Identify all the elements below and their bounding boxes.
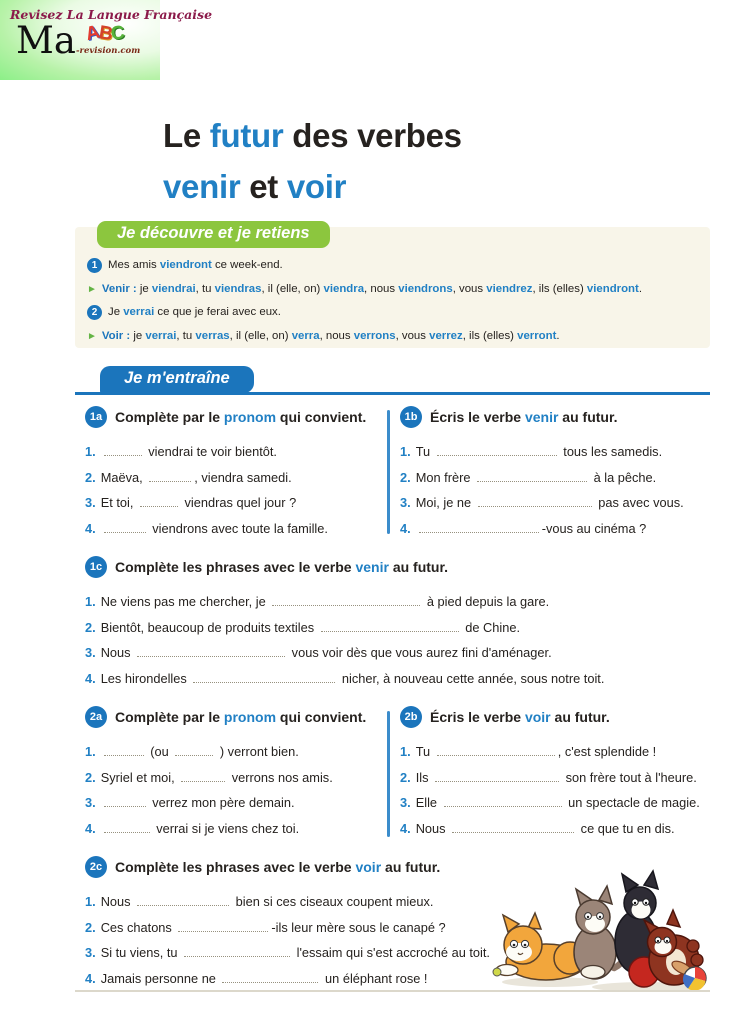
- item-number: 2.: [400, 769, 411, 785]
- answer-blank: [104, 821, 150, 833]
- item-number: 2.: [85, 469, 96, 485]
- exercise-badge: 1a: [85, 406, 107, 428]
- text-segment: -ils leur mère sous le canapé ?: [271, 919, 446, 935]
- text-segment: au futur.: [381, 859, 441, 875]
- answer-blank: [149, 470, 191, 482]
- exercise-header: [400, 406, 708, 428]
- exercise-header: [85, 856, 560, 878]
- exercise-item: [85, 739, 377, 765]
- answer-blank: [104, 444, 142, 456]
- exercise-block-1a: [85, 406, 377, 541]
- text-segment: .: [556, 329, 560, 342]
- text-segment: pas avec vous.: [594, 495, 684, 511]
- exercise-header: [85, 406, 377, 428]
- answer-blank: [452, 821, 574, 833]
- text-segment: Syriel et moi,: [100, 769, 179, 785]
- answer-blank: [419, 521, 539, 533]
- text-segment: verrons: [353, 329, 396, 342]
- exercise-item: [400, 490, 708, 516]
- text-segment: futur: [209, 117, 284, 154]
- item-number: 3.: [400, 795, 411, 811]
- exercise-item: [85, 790, 377, 816]
- answer-blank: [104, 521, 146, 533]
- exercise-item: [85, 765, 377, 791]
- exercise-title: [115, 859, 440, 875]
- answer-blank: [222, 971, 318, 983]
- number-bullet: 2: [87, 305, 102, 320]
- item-number: 3.: [85, 495, 96, 511]
- text-segment: verrons nos amis.: [228, 769, 333, 785]
- text-segment: Moi, je ne: [415, 495, 475, 511]
- text-segment: à pied depuis la gare.: [423, 594, 550, 609]
- number-bullet: 1: [87, 258, 102, 273]
- discover-section: [75, 224, 710, 348]
- text-segment: venir: [524, 409, 559, 425]
- text-segment: , c'est splendide !: [557, 744, 657, 759]
- kittens-illustration: [492, 858, 710, 996]
- exercise-block-1c: [85, 556, 707, 691]
- text-segment: Je: [108, 306, 124, 318]
- answer-blank: [137, 894, 229, 906]
- exercise-item: [85, 640, 707, 666]
- abc-letters: [83, 21, 126, 46]
- exercise-badge: 1c: [85, 556, 107, 578]
- exercise-item: [85, 490, 377, 516]
- text-segment: et: [240, 168, 287, 205]
- item-number: 4.: [85, 970, 96, 986]
- text-segment: venir: [355, 559, 389, 575]
- exercise-item: [400, 790, 708, 816]
- text-segment: qui convient.: [276, 409, 367, 425]
- text-segment: viendrons: [398, 282, 453, 295]
- exercise-header: [85, 706, 377, 728]
- title-line-1: [163, 110, 462, 161]
- answer-blank: [181, 770, 225, 782]
- abc-letter-c: C: [110, 22, 126, 45]
- answer-blank: [435, 770, 559, 782]
- text-segment: viendront: [159, 259, 212, 271]
- exercise-title: [430, 409, 618, 425]
- text-segment: Bientôt, beaucoup de produits textiles: [100, 619, 318, 635]
- text-segment: viendront: [586, 282, 639, 295]
- exercise-block-2c: [85, 856, 560, 991]
- text-segment: Si tu viens, tu: [100, 945, 182, 961]
- text-segment: au futur.: [550, 709, 610, 725]
- text-segment: , nous: [364, 282, 399, 295]
- exercise-title: [115, 409, 366, 425]
- text-segment: Voir :: [101, 329, 134, 342]
- item-number: 4.: [85, 820, 96, 836]
- exercise-block-1b: [400, 406, 708, 541]
- text-segment: pronom: [223, 709, 277, 725]
- item-number: 1.: [85, 444, 96, 459]
- text-segment: Jamais personne ne: [100, 970, 220, 986]
- item-number: 3.: [85, 795, 96, 811]
- text-segment: Nous: [415, 820, 450, 836]
- text-segment: Complète par le: [115, 409, 224, 425]
- exercise-item: [85, 966, 560, 992]
- text-segment: Complète les phrases avec le verbe: [115, 559, 356, 575]
- exercise-item: [85, 615, 707, 641]
- text-segment: , viendra samedi.: [194, 469, 292, 485]
- train-badge: Je m'entraîne: [100, 366, 254, 393]
- answer-blank: [184, 945, 290, 957]
- exercise-item: [85, 516, 377, 542]
- arrow-bullet: ►: [87, 283, 97, 295]
- text-segment: .: [638, 282, 642, 295]
- answer-blank: [140, 495, 178, 507]
- text-segment: Ces chatons: [100, 919, 176, 935]
- exercise-item: [400, 816, 708, 842]
- item-number: 1.: [85, 894, 96, 909]
- title-line-2: [163, 161, 462, 212]
- text-segment: Mon frère: [415, 469, 475, 485]
- exercise-badge: 2b: [400, 706, 422, 728]
- text-segment: tous les samedis.: [559, 444, 663, 459]
- text-segment: , il (elle, on): [261, 282, 324, 295]
- rule-text: [108, 301, 281, 325]
- item-number: 1.: [400, 744, 411, 759]
- exercise-item: [85, 915, 560, 941]
- item-number: 3.: [400, 495, 411, 511]
- exercise-items: [85, 439, 377, 541]
- text-segment: Mes amis: [108, 259, 160, 271]
- answer-blank: [477, 470, 587, 482]
- text-segment: Et toi,: [100, 495, 137, 511]
- text-segment: verra: [291, 329, 320, 342]
- text-segment: verrai: [145, 329, 177, 342]
- item-number: 4.: [85, 520, 96, 536]
- text-segment: (ou: [146, 744, 173, 759]
- text-segment: Le: [163, 117, 210, 154]
- text-segment: , il (elle, on): [229, 329, 292, 342]
- answer-blank: [104, 744, 144, 756]
- answer-blank: [444, 795, 562, 807]
- text-segment: au futur.: [558, 409, 618, 425]
- text-segment: verras: [195, 329, 230, 342]
- text-segment: Nous: [100, 894, 135, 909]
- text-segment: -vous au cinéma ?: [541, 520, 647, 536]
- text-segment: ce que je ferai avec eux.: [154, 306, 281, 318]
- exercise-title: [115, 709, 366, 725]
- column-divider: [387, 410, 390, 534]
- item-number: 3.: [85, 645, 96, 661]
- answer-blank: [478, 495, 592, 507]
- exercise-items: [85, 589, 707, 691]
- abc-letter-a: A: [83, 21, 101, 46]
- rule-text: [108, 254, 283, 278]
- text-segment: l'essaim qui s'est accroché au toit.: [293, 945, 490, 961]
- item-number: 2.: [85, 919, 96, 935]
- text-segment: vous voir dès que vous aurez fini d'aménager.: [288, 645, 552, 661]
- exercise-badge: 2a: [85, 706, 107, 728]
- answer-blank: [321, 620, 459, 632]
- page-title: [163, 110, 462, 212]
- text-segment: voir: [355, 859, 382, 875]
- site-logo: [0, 0, 213, 80]
- exercise-title: [430, 709, 610, 725]
- text-segment: un spectacle de magie.: [564, 795, 700, 811]
- logo-brand-text: Ma: [16, 19, 76, 62]
- item-number: 1.: [85, 744, 96, 759]
- exercise-items: [85, 739, 377, 841]
- text-segment: voir: [286, 168, 347, 205]
- text-segment: son frère tout à l'heure.: [562, 769, 697, 785]
- beach-ball: [683, 967, 706, 991]
- text-segment: , tu: [195, 282, 215, 295]
- text-segment: viendrez: [486, 282, 533, 295]
- text-segment: viendras: [214, 282, 262, 295]
- exercise-items: [85, 889, 560, 991]
- rule-text: [102, 325, 560, 349]
- text-segment: bien si ces ciseaux coupent mieux.: [232, 894, 434, 909]
- rule-line: [87, 254, 702, 278]
- answer-blank: [175, 744, 213, 756]
- exercise-badge: 2c: [85, 856, 107, 878]
- text-segment: verrai: [123, 306, 155, 318]
- exercise-item: [85, 889, 560, 915]
- answer-blank: [437, 744, 555, 756]
- exercise-item: [400, 765, 708, 791]
- text-segment: viendra: [323, 282, 365, 295]
- text-segment: viendrons avec toute la famille.: [148, 520, 328, 536]
- exercise-item: [400, 465, 708, 491]
- text-segment: , nous: [319, 329, 354, 342]
- text-segment: à la pêche.: [590, 469, 657, 485]
- train-section: [75, 366, 710, 395]
- bottom-rule: [75, 990, 710, 992]
- answer-blank: [137, 645, 285, 657]
- item-number: 2.: [85, 769, 96, 785]
- exercise-item: [85, 666, 707, 692]
- text-segment: , ils (elles): [462, 329, 518, 342]
- exercise-item: [85, 940, 560, 966]
- text-segment: ) verront bien.: [216, 744, 299, 759]
- text-segment: Maëva,: [100, 469, 147, 485]
- item-number: 1.: [400, 444, 411, 459]
- text-segment: ce que tu en dis.: [577, 820, 675, 836]
- exercise-block-2a: [85, 706, 377, 841]
- text-segment: Complète les phrases avec le verbe: [115, 859, 356, 875]
- exercise-item: [400, 739, 708, 765]
- exercise-items: [400, 439, 708, 541]
- text-segment: Venir :: [101, 282, 140, 295]
- text-segment: Nous: [100, 645, 135, 661]
- text-segment: Ne viens pas me chercher, je: [100, 594, 270, 609]
- item-number: 4.: [85, 670, 96, 686]
- answer-blank: [104, 795, 146, 807]
- text-segment: au futur.: [388, 559, 449, 575]
- exercise-block-2b: [400, 706, 708, 841]
- text-segment: , vous: [395, 329, 430, 342]
- column-divider: [387, 711, 390, 837]
- answer-blank: [178, 920, 268, 932]
- exercise-item: [85, 439, 377, 465]
- item-number: 4.: [400, 520, 411, 536]
- item-number: 2.: [85, 619, 96, 635]
- rule-text: [102, 278, 642, 302]
- exercise-badge: 1b: [400, 406, 422, 428]
- text-segment: venir: [163, 168, 241, 205]
- answer-blank: [437, 444, 557, 456]
- text-segment: Écris le verbe: [430, 709, 525, 725]
- text-segment: pronom: [223, 409, 277, 425]
- text-segment: Complète par le: [115, 709, 224, 725]
- text-segment: Ils: [415, 769, 433, 785]
- text-segment: de Chine.: [461, 619, 521, 635]
- text-segment: Les hirondelles: [100, 670, 191, 686]
- exercise-item: [85, 816, 377, 842]
- text-segment: voir: [524, 709, 551, 725]
- rule-line: [87, 325, 702, 349]
- answer-blank: [193, 671, 335, 683]
- logo-domain-text: -revision.com: [75, 46, 141, 56]
- rule-line: [87, 278, 702, 302]
- exercise-header: [85, 556, 707, 578]
- exercise-item: [85, 589, 707, 615]
- text-segment: qui convient.: [276, 709, 367, 725]
- exercise-item: [400, 439, 708, 465]
- abc-letter-b: B: [97, 22, 114, 45]
- exercise-header: [400, 706, 708, 728]
- text-segment: Elle: [415, 795, 441, 811]
- item-number: 4.: [400, 820, 411, 836]
- text-segment: ce week-end.: [211, 259, 283, 271]
- text-segment: je: [139, 282, 152, 295]
- item-number: 1.: [85, 594, 96, 609]
- exercise-item: [85, 465, 377, 491]
- logo-brand-row: [10, 19, 154, 62]
- text-segment: viendrai te voir bientôt.: [144, 444, 277, 459]
- exercise-item: [400, 516, 708, 542]
- item-number: 3.: [85, 945, 96, 961]
- exercise-title: [115, 559, 448, 575]
- exercise-items: [400, 739, 708, 841]
- text-segment: je: [133, 329, 146, 342]
- text-segment: Tu: [415, 444, 434, 459]
- discover-badge: Je découvre et je retiens: [97, 221, 330, 248]
- text-segment: viendrai: [151, 282, 196, 295]
- logo-tagline: Revisez La Langue Française: [10, 7, 213, 22]
- text-segment: , tu: [176, 329, 196, 342]
- answer-blank: [272, 594, 420, 606]
- text-segment: , ils (elles): [532, 282, 587, 295]
- item-number: 2.: [400, 469, 411, 485]
- text-segment: des verbes: [283, 117, 462, 154]
- arrow-bullet: ►: [87, 330, 97, 342]
- text-segment: Tu: [415, 744, 434, 759]
- text-segment: , vous: [452, 282, 487, 295]
- rule-line: [87, 301, 702, 325]
- text-segment: un éléphant rose !: [321, 970, 428, 986]
- text-segment: nicher, à nouveau cette année, sous notre toit.: [338, 670, 605, 686]
- text-segment: Écris le verbe: [430, 409, 525, 425]
- text-segment: verrez: [429, 329, 463, 342]
- text-segment: verront: [517, 329, 557, 342]
- text-segment: viendras quel jour ?: [180, 495, 297, 511]
- text-segment: verrai si je viens chez toi.: [152, 820, 300, 836]
- text-segment: verrez mon père demain.: [148, 795, 295, 811]
